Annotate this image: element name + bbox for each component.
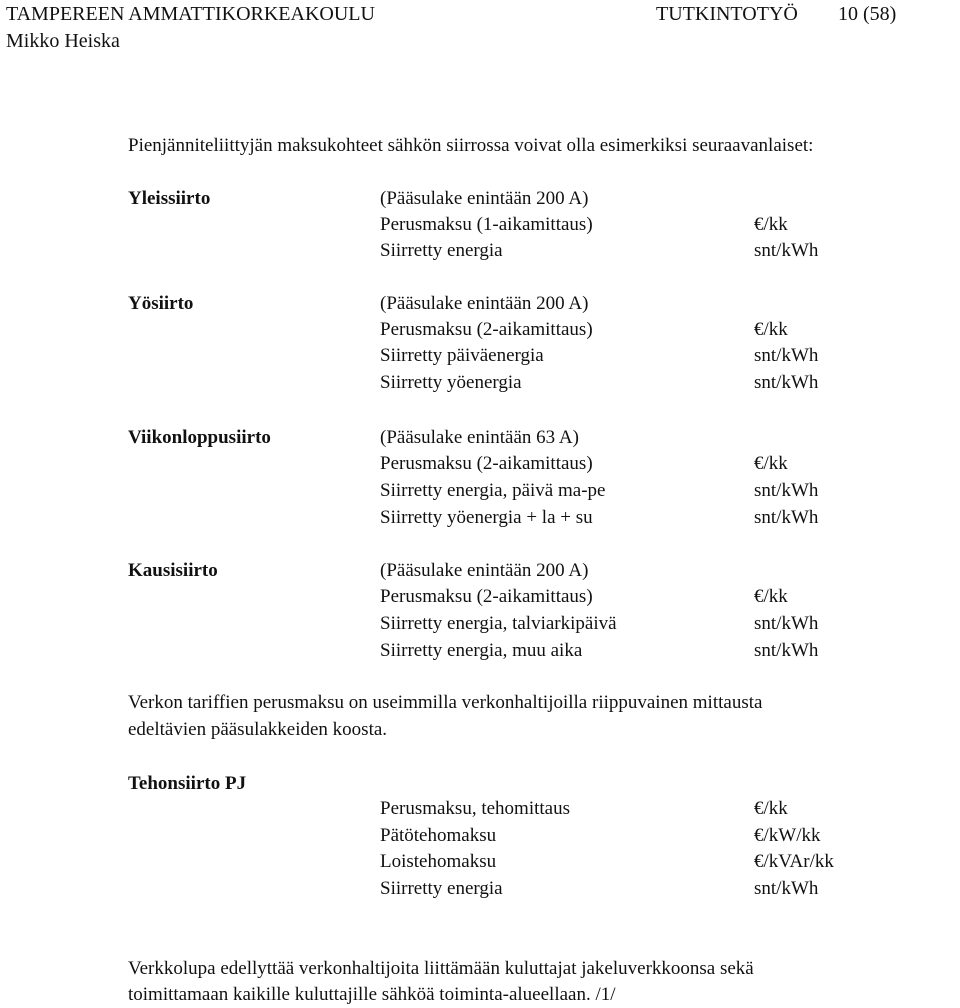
- tariff-row-unit: snt/kWh: [754, 640, 819, 661]
- note-paragraph-line-1: Verkon tariffien perusmaksu on useimmilla verkonhaltijoilla riippuvainen mittausta: [128, 692, 763, 713]
- tariff-row-unit: snt/kWh: [754, 507, 819, 528]
- section-title-tehonsiirto: Tehonsiirto PJ: [128, 773, 247, 794]
- header-school: TAMPEREEN AMMATTIKORKEAKOULU: [6, 3, 375, 25]
- section-title-viikonloppusiirto: Viikonloppusiirto: [128, 427, 271, 448]
- header-page-number: 10 (58): [838, 3, 897, 25]
- tariff-row-unit: €/kk: [754, 319, 788, 340]
- tariff-row-unit: snt/kWh: [754, 372, 819, 393]
- tariff-row-unit: snt/kWh: [754, 480, 819, 501]
- tariff-row-unit: €/kk: [754, 586, 788, 607]
- note-paragraph-line-2: edeltävien pääsulakkeiden koosta.: [128, 719, 388, 740]
- tariff-row-unit: snt/kWh: [754, 613, 819, 634]
- closing-paragraph-line-1: Verkkolupa edellyttää verkonhaltijoita liittämään kuluttajat jakeluverkkoonsa sekä: [128, 958, 754, 979]
- section-title-yleissiirto: Yleissiirto: [128, 188, 211, 209]
- closing-paragraph-line-2: toimittamaan kaikille kuluttajille sähköä toiminta-alueellaan. /1/: [128, 984, 616, 1005]
- header-doc-type: TUTKINTOTYÖ: [656, 3, 798, 25]
- tariff-row-unit: €/kk: [754, 214, 788, 235]
- header-author: Mikko Heiska: [6, 30, 120, 52]
- tariff-row-desc: (Pääsulake enintään 200 A): [380, 560, 589, 581]
- tariff-row-desc: Siirretty energia, talviarkipäivä: [380, 613, 617, 634]
- tariff-row-desc: Loistehomaksu: [380, 851, 497, 872]
- tariff-row-unit: snt/kWh: [754, 345, 819, 366]
- intro-text: Pienjänniteliittyjän maksukohteet sähkön siirrossa voivat olla esimerkiksi seuraavanlaiset:: [128, 135, 814, 156]
- tariff-row-desc: (Pääsulake enintään 200 A): [380, 188, 589, 209]
- tariff-row-unit: snt/kWh: [754, 240, 819, 261]
- tariff-row-desc: Pätötehomaksu: [380, 825, 497, 846]
- tariff-row-unit: snt/kWh: [754, 878, 819, 899]
- tariff-row-desc: (Pääsulake enintään 63 A): [380, 427, 579, 448]
- tariff-row-unit: €/kk: [754, 453, 788, 474]
- tariff-row-desc: Siirretty yöenergia + la + su: [380, 507, 593, 528]
- tariff-row-desc: Siirretty energia: [380, 878, 503, 899]
- tariff-row-desc: Perusmaksu (2-aikamittaus): [380, 453, 593, 474]
- section-title-kausisiirto: Kausisiirto: [128, 560, 218, 581]
- tariff-row-desc: Siirretty energia, päivä ma-pe: [380, 480, 606, 501]
- tariff-row-desc: Perusmaksu (1-aikamittaus): [380, 214, 593, 235]
- tariff-row-desc: Perusmaksu (2-aikamittaus): [380, 586, 593, 607]
- section-title-yosiirto: Yösiirto: [128, 293, 194, 314]
- tariff-row-desc: Siirretty päiväenergia: [380, 345, 544, 366]
- tariff-row-desc: Perusmaksu (2-aikamittaus): [380, 319, 593, 340]
- tariff-row-unit: €/kk: [754, 798, 788, 819]
- tariff-row-desc: Siirretty energia, muu aika: [380, 640, 583, 661]
- tariff-row-desc: Siirretty energia: [380, 240, 503, 261]
- tariff-row-unit: €/kW/kk: [754, 825, 821, 846]
- tariff-row-unit: €/kVAr/kk: [754, 851, 834, 872]
- tariff-row-desc: Perusmaksu, tehomittaus: [380, 798, 570, 819]
- tariff-row-desc: (Pääsulake enintään 200 A): [380, 293, 589, 314]
- tariff-row-desc: Siirretty yöenergia: [380, 372, 522, 393]
